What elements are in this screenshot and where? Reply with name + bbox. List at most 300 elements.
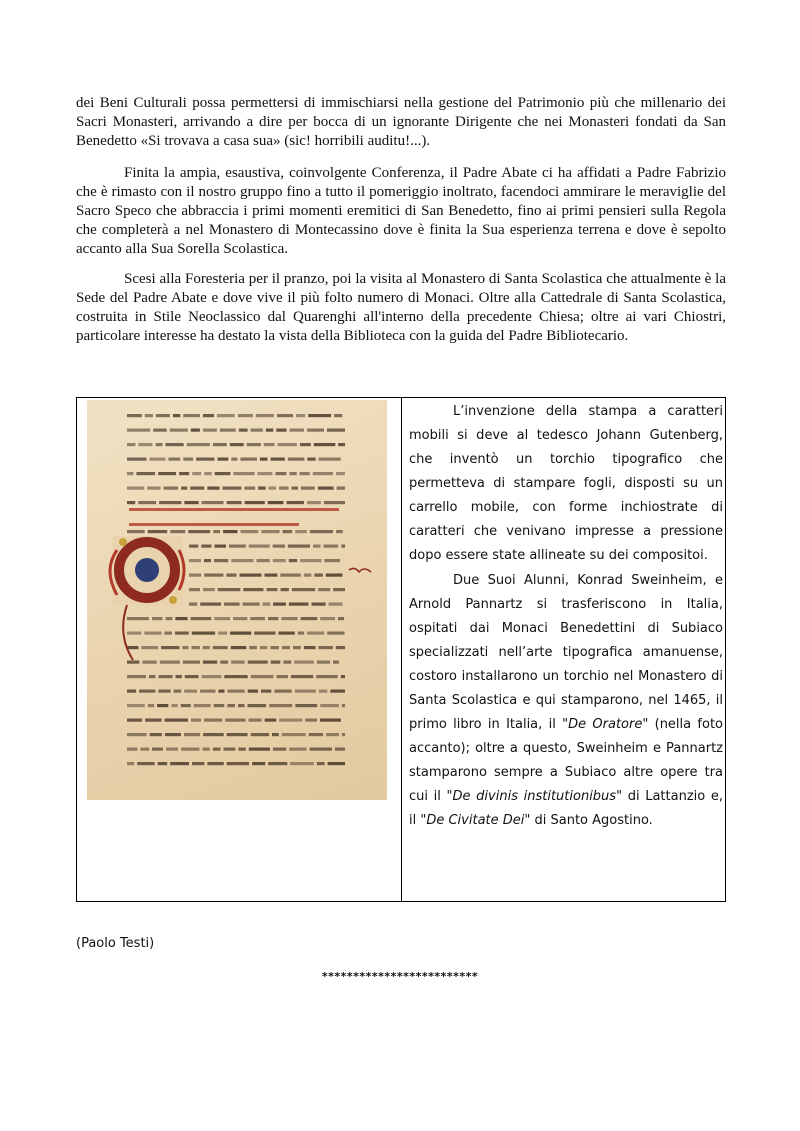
manuscript-text-stroke [320, 704, 339, 707]
manuscript-text-stroke [300, 472, 310, 475]
manuscript-text-stroke [207, 487, 219, 490]
manuscript-text-stroke [296, 414, 305, 417]
manuscript-text-stroke [338, 617, 344, 620]
manuscript-text-stroke [202, 501, 224, 504]
manuscript-text-stroke [249, 545, 270, 548]
manuscript-text-stroke [319, 690, 327, 693]
manuscript-text-stroke [279, 487, 288, 490]
manuscript-text-stroke [161, 646, 179, 649]
manuscript-text-stroke [203, 646, 210, 649]
manuscript-text-stroke [181, 748, 199, 751]
manuscript-text-stroke [244, 487, 255, 490]
manuscript-text-stroke [275, 472, 286, 475]
manuscript-text-stroke [341, 675, 345, 678]
manuscript-text-stroke [127, 487, 144, 490]
manuscript-text-stroke [184, 733, 200, 736]
manuscript-text-stroke [243, 588, 263, 591]
manuscript-text-stroke [218, 690, 224, 693]
manuscript-text-stroke [165, 719, 188, 722]
manuscript-text-stroke [287, 501, 304, 504]
manuscript-text-stroke [139, 690, 155, 693]
column-divider [401, 398, 402, 901]
manuscript-text-stroke [294, 661, 314, 664]
manuscript-text-stroke [164, 487, 179, 490]
manuscript-text-stroke [127, 501, 135, 504]
manuscript-text-stroke [231, 458, 237, 461]
manuscript-text-stroke [243, 603, 260, 606]
manuscript-text-stroke [127, 617, 149, 620]
manuscript-text-stroke [260, 458, 268, 461]
manuscript-text-stroke [289, 748, 306, 751]
manuscript-text-stroke [224, 748, 236, 751]
manuscript-text-stroke [174, 690, 182, 693]
subiaco-paragraph [409, 569, 723, 833]
manuscript-text-stroke [248, 661, 268, 664]
manuscript-text-stroke [261, 690, 271, 693]
manuscript-text-stroke [317, 661, 330, 664]
manuscript-text-stroke [314, 443, 336, 446]
manuscript-drawing [87, 400, 387, 800]
manuscript-text-stroke [224, 603, 240, 606]
manuscript-text-stroke [166, 748, 178, 751]
manuscript-text-stroke [283, 661, 291, 664]
manuscript-text-stroke [127, 704, 145, 707]
manuscript-text-stroke [248, 690, 258, 693]
manuscript-text-stroke [147, 487, 160, 490]
manuscript-text-stroke [204, 559, 211, 562]
manuscript-text-stroke [256, 414, 274, 417]
manuscript-text-stroke [159, 675, 173, 678]
manuscript-text-stroke [170, 530, 185, 533]
manuscript-text-stroke [189, 588, 200, 591]
manuscript-text-stroke [148, 530, 168, 533]
manuscript-text-stroke [320, 617, 335, 620]
manuscript-text-stroke [309, 733, 323, 736]
manuscript-text-stroke [336, 530, 343, 533]
manuscript-text-stroke [248, 704, 267, 707]
manuscript-text-stroke [341, 545, 345, 548]
subiaco-text-2: " (nella foto accanto); oltre a questo, Sweinheim e Pannartz stamparono sempre a Subiaco altre opere tra cui il " [409, 717, 724, 804]
manuscript-text-stroke [336, 646, 345, 649]
manuscript-text-stroke [290, 429, 305, 432]
paragraph-2: Finita la ampia, esaustiva, coinvolgente Conferenza, il Padre Abate ci ha affidati a Padre Fabrizio che è rimasto con il nostro gruppo fino a tutto il pomeriggio inoltrato, facendoci ammirare le meraviglie del Sacro Speco che abbraccia i primi momenti eremitici di San Benedetto, fino ai primi pensieri sulla Regola che completerà a nel Monastero di Montecassino dove è finita la Sua esperienza terrena e dove è sepolto accanto alla Sua Sorella Scolastica. [76, 165, 726, 257]
manuscript-text-stroke [170, 429, 188, 432]
manuscript-text-stroke [233, 472, 254, 475]
manuscript-text-stroke [241, 530, 259, 533]
manuscript-text-stroke [171, 704, 177, 707]
manuscript-text-stroke [270, 646, 279, 649]
manuscript-text-stroke [189, 545, 198, 548]
manuscript-text-stroke [203, 748, 210, 751]
manuscript-text-stroke [269, 704, 292, 707]
manuscript-text-stroke [230, 632, 251, 635]
manuscript-text-stroke [252, 762, 265, 765]
manuscript-text-stroke [138, 443, 152, 446]
manuscript-text-stroke [214, 559, 228, 562]
manuscript-text-stroke [192, 472, 201, 475]
manuscript-text-stroke [191, 617, 212, 620]
manuscript-text-stroke [250, 617, 265, 620]
manuscript-text-stroke [301, 617, 318, 620]
manuscript-text-stroke [145, 414, 153, 417]
manuscript-text-stroke [127, 458, 147, 461]
manuscript-text-stroke [274, 690, 291, 693]
manuscript-text-stroke [261, 530, 279, 533]
manuscript-text-stroke [273, 545, 285, 548]
manuscript-text-stroke [300, 443, 311, 446]
manuscript-text-stroke [295, 690, 316, 693]
manuscript-text-stroke [136, 472, 155, 475]
manuscript-text-stroke [279, 632, 295, 635]
title-de-civitate: De Civitate Dei [426, 813, 525, 828]
manuscript-text-stroke [127, 690, 136, 693]
manuscript-text-stroke [213, 443, 227, 446]
manuscript-text-stroke [324, 501, 345, 504]
manuscript-text-stroke [176, 675, 182, 678]
manuscript-text-stroke [324, 545, 339, 548]
manuscript-text-stroke [191, 429, 200, 432]
manuscript-text-stroke [223, 487, 242, 490]
manuscript-text-stroke [231, 646, 247, 649]
manuscript-text-stroke [150, 458, 166, 461]
manuscript-text-stroke [127, 748, 137, 751]
manuscript-text-stroke [127, 632, 141, 635]
manuscript-text-stroke [213, 646, 228, 649]
manuscript-text-stroke [196, 458, 214, 461]
manuscript-text-stroke [159, 501, 181, 504]
manuscript-text-stroke [245, 501, 265, 504]
manuscript-text-stroke [185, 675, 199, 678]
manuscript-text-stroke [249, 719, 262, 722]
manuscript-text-stroke [260, 646, 268, 649]
manuscript-text-stroke [204, 472, 212, 475]
illuminated-initial [110, 536, 184, 660]
author-signature: (Paolo Testi) [76, 936, 155, 951]
manuscript-text-stroke [307, 632, 324, 635]
manuscript-text-stroke [233, 617, 247, 620]
manuscript-text-stroke [165, 733, 181, 736]
manuscript-text-stroke [127, 414, 142, 417]
manuscript-text-stroke [127, 719, 142, 722]
manuscript-text-stroke [220, 661, 228, 664]
manuscript-text-stroke [304, 574, 312, 577]
manuscript-text-stroke [290, 762, 314, 765]
manuscript-text-stroke [337, 487, 345, 490]
manuscript-text-stroke [317, 762, 325, 765]
manuscript-text-stroke [335, 748, 345, 751]
manuscript-text-stroke [229, 545, 246, 548]
manuscript-text-stroke [328, 762, 345, 765]
manuscript-text-stroke [329, 603, 343, 606]
manuscript-text-stroke [179, 472, 189, 475]
manuscript-text-stroke [295, 530, 307, 533]
manuscript-text-stroke [183, 458, 193, 461]
manuscript-text-stroke [153, 429, 167, 432]
manuscript-text-stroke [268, 501, 284, 504]
manuscript-text-stroke [271, 661, 281, 664]
manuscript-text-stroke [228, 690, 245, 693]
manuscript-text-stroke [160, 661, 180, 664]
manuscript-text-stroke [251, 675, 274, 678]
manuscript-text-stroke [298, 632, 304, 635]
manuscript-text-stroke [263, 603, 271, 606]
manuscript-text-stroke [273, 748, 286, 751]
manuscript-text-stroke [203, 661, 217, 664]
manuscript-text-stroke [307, 501, 321, 504]
manuscript-text-stroke [203, 414, 214, 417]
paragraph-1: dei Beni Culturali possa permettersi di immischiarsi nella gestione del Patrimonio più che millenario dei Sacri Monasteri, arrivando a dire per bocca di un ignorante Dirigente che nei Monasteri fondati da San Benedetto «Si trovava a casa sua» (sic! horribili auditu!...). [76, 95, 726, 149]
manuscript-text-stroke [165, 443, 183, 446]
manuscript-text-stroke [282, 733, 306, 736]
manuscript-text-stroke [204, 574, 223, 577]
manuscript-text-stroke [273, 559, 286, 562]
manuscript-text-stroke [305, 719, 317, 722]
manuscript-text-stroke [184, 690, 197, 693]
manuscript-text-stroke [214, 617, 230, 620]
subiaco-text-1: Due Suoi Alunni, Konrad Sweinheim, e Arnold Pannartz si trasferiscono in Italia, ospitati dai Monaci Benedettini di Subiaco specializzati nell’arte tipografica amanuense, costoro installarono un torchio nel Monastero di Santa Scolastica e qui stamparono, nel 1465, il primo libro in Italia, il " [409, 573, 723, 732]
manuscript-text-stroke [324, 559, 340, 562]
manuscript-text-stroke [319, 646, 333, 649]
manuscript-text-stroke [191, 719, 201, 722]
manuscript-text-stroke [238, 414, 253, 417]
subiaco-text-4: " di Santo Agostino. [524, 813, 653, 828]
manuscript-text-stroke [200, 690, 215, 693]
manuscript-text-stroke [192, 762, 204, 765]
manuscript-text-stroke [158, 762, 168, 765]
manuscript-text-stroke [264, 443, 275, 446]
manuscript-text-stroke [318, 487, 334, 490]
manuscript-text-stroke [269, 487, 277, 490]
manuscript-text-stroke [181, 704, 191, 707]
manuscript-text-stroke [258, 487, 265, 490]
title-de-oratore: De Oratore [568, 717, 643, 732]
manuscript-text-stroke [313, 545, 321, 548]
manuscript-text-stroke [239, 429, 248, 432]
manuscript-text-stroke [170, 762, 189, 765]
manuscript-text-stroke [145, 719, 162, 722]
manuscript-text-stroke [127, 661, 139, 664]
manuscript-text-stroke [231, 661, 245, 664]
manuscript-text-stroke [267, 588, 278, 591]
manuscript-text-stroke [192, 632, 215, 635]
manuscript-text-stroke [181, 487, 187, 490]
manuscript-text-stroke [152, 748, 163, 751]
manuscript-text-stroke [271, 458, 285, 461]
manuscript-text-stroke [240, 574, 262, 577]
manuscript-text-stroke [326, 574, 343, 577]
manuscript-text-stroke [189, 559, 201, 562]
manuscript-text-stroke [278, 443, 297, 446]
manuscript-text-stroke [203, 429, 217, 432]
manuscript-text-stroke [265, 574, 278, 577]
manuscript-text-stroke [225, 719, 245, 722]
manuscript-text-stroke [220, 429, 236, 432]
manuscript-text-stroke [166, 617, 173, 620]
manuscript-text-stroke [227, 501, 242, 504]
manuscript-text-stroke [127, 429, 150, 432]
manuscript-text-stroke [258, 472, 273, 475]
manuscript-text-stroke [189, 574, 201, 577]
manuscript-text-stroke [230, 443, 244, 446]
manuscript-text-stroke [127, 733, 147, 736]
manuscript-text-stroke [277, 414, 293, 417]
manuscript-text-stroke [127, 646, 138, 649]
manuscript-text-stroke [150, 733, 162, 736]
manuscript-text-stroke [227, 733, 248, 736]
manuscript-text-stroke [272, 733, 279, 736]
manuscript-text-stroke [137, 762, 155, 765]
manuscript-text-stroke [249, 646, 257, 649]
manuscript-text-stroke [158, 690, 170, 693]
manuscript-text-stroke [336, 472, 345, 475]
manuscript-text-stroke [308, 414, 331, 417]
manuscript-text-stroke [288, 458, 305, 461]
manuscript-text-stroke [327, 429, 345, 432]
manuscript-text-stroke [268, 617, 278, 620]
manuscript-text-stroke [280, 574, 300, 577]
manuscript-text-stroke [283, 530, 293, 533]
manuscript-text-stroke [127, 530, 145, 533]
manuscript-text-stroke [215, 545, 227, 548]
manuscript-text-stroke [194, 704, 211, 707]
manuscript-text-stroke [326, 733, 339, 736]
title-de-divinis: De divinis institutionibus [452, 789, 617, 804]
manuscript-text-stroke [224, 675, 247, 678]
manuscript-text-stroke [330, 690, 345, 693]
manuscript-text-stroke [312, 603, 326, 606]
manuscript-text-stroke [187, 443, 210, 446]
manuscript-text-stroke [156, 414, 170, 417]
manuscript-text-stroke [338, 443, 345, 446]
manuscript-page-image [87, 400, 387, 800]
manuscript-text-stroke [148, 704, 154, 707]
manuscript-text-stroke [307, 429, 324, 432]
manuscript-text-stroke [149, 675, 156, 678]
manuscript-text-stroke [142, 661, 156, 664]
manuscript-text-stroke [218, 588, 241, 591]
manuscript-text-stroke [127, 762, 134, 765]
manuscript-text-stroke [231, 559, 253, 562]
manuscript-text-stroke [249, 748, 270, 751]
manuscript-text-stroke [158, 472, 176, 475]
manuscript-text-stroke [215, 472, 231, 475]
gutenberg-paragraph: L’invenzione della stampa a caratteri mobili si deve al tedesco Johann Gutenberg, che inventò un torchio tipografico che permetteva di stampare fogli, disposti su un carrello mobile, con forme inchiostrate di caratteri che venivano impresse a pressione dopo essere state allineate su dei compositoi. [409, 404, 723, 563]
manuscript-text-stroke [152, 617, 163, 620]
manuscript-text-stroke [238, 704, 245, 707]
manuscript-text-stroke [168, 458, 180, 461]
manuscript-text-stroke [217, 414, 235, 417]
paragraph-3: Scesi alla Foresteria per il pranzo, poi la visita al Monastero di Santa Scolastica che attualmente è la Sede del Padre Abate e dove vive il più folto numero di Monaci. Oltre alla Cattedrale di Santa Scolastica, costruita in Stile Neoclassico dal Quarenghi all'interno della precedente Chiesa; oltre ai vari Chiostri, particolare interesse ha destato la vista della Biblioteca con la guida del Padre Bibliotecario. [76, 271, 726, 344]
manuscript-text-stroke [223, 530, 237, 533]
manuscript-text-stroke [282, 646, 290, 649]
manuscript-text-stroke [292, 588, 315, 591]
manuscript-text-stroke [342, 704, 345, 707]
manuscript-text-stroke [192, 646, 200, 649]
manuscript-text-stroke [288, 545, 310, 548]
manuscript-text-stroke [268, 762, 287, 765]
manuscript-text-stroke [313, 472, 333, 475]
manuscript-text-stroke [327, 632, 344, 635]
manuscript-text-stroke [276, 429, 286, 432]
manuscript-text-stroke [173, 414, 180, 417]
manuscript-text-stroke [183, 414, 200, 417]
manuscript-text-stroke [201, 545, 211, 548]
manuscript-text-stroke [227, 704, 235, 707]
manuscript-text-stroke [342, 733, 345, 736]
manuscript-text-stroke [316, 675, 338, 678]
manuscript-text-stroke [164, 632, 172, 635]
manuscript-text-stroke [314, 574, 322, 577]
manuscript-text-stroke [218, 458, 229, 461]
manuscript-text-stroke [127, 443, 135, 446]
manuscript-text-stroke [138, 501, 156, 504]
manuscript-text-stroke [273, 603, 286, 606]
manuscript-text-stroke [319, 458, 341, 461]
manuscript-text-stroke [281, 617, 297, 620]
manuscript-text-stroke [293, 646, 301, 649]
manuscript-text-stroke [333, 588, 345, 591]
manuscript-text-stroke [301, 487, 315, 490]
manuscript-text-stroke [257, 559, 270, 562]
manuscript-text-stroke [310, 530, 333, 533]
manuscript-text-stroke [254, 632, 275, 635]
manuscript-text-stroke [175, 617, 187, 620]
subiaco-text-3: " di Lattanzio e, il " [409, 789, 724, 828]
manuscript-text-stroke [127, 675, 146, 678]
manuscript-text-stroke [156, 443, 163, 446]
manuscript-text-stroke [188, 530, 210, 533]
manuscript-text-stroke [334, 414, 342, 417]
manuscript-text-stroke [218, 632, 227, 635]
manuscript-text-stroke [304, 646, 316, 649]
illustrated-text-box [76, 397, 726, 902]
manuscript-text-stroke [266, 429, 273, 432]
manuscript-text-stroke [182, 646, 188, 649]
manuscript-text-stroke [227, 762, 249, 765]
manuscript-text-stroke [214, 704, 225, 707]
manuscript-text-stroke [279, 719, 302, 722]
manuscript-text-stroke [175, 632, 189, 635]
manuscript-text-stroke [318, 588, 330, 591]
manuscript-text-stroke [247, 443, 261, 446]
manuscript-text-stroke [291, 675, 313, 678]
manuscript-text-stroke [203, 588, 215, 591]
manuscript-text-stroke [290, 472, 297, 475]
manuscript-text-stroke [251, 733, 269, 736]
manuscript-text-stroke [300, 559, 321, 562]
manuscript-text-stroke [141, 646, 158, 649]
manuscript-text-stroke [289, 559, 297, 562]
manuscript-text-stroke [204, 719, 222, 722]
manuscript-text-stroke [184, 501, 198, 504]
manuscript-text-stroke [213, 530, 220, 533]
manuscript-text-stroke [157, 704, 168, 707]
manuscript-text-stroke [226, 574, 236, 577]
manuscript-text-stroke [200, 603, 221, 606]
manuscript-text-stroke [277, 675, 288, 678]
manuscript-text-stroke [307, 458, 315, 461]
manuscript-text-stroke [310, 748, 332, 751]
manuscript-text-stroke [183, 661, 200, 664]
manuscript-text-stroke [289, 603, 309, 606]
manuscript-text-stroke [140, 748, 149, 751]
manuscript-text-stroke [333, 661, 339, 664]
manuscript-text-stroke [238, 748, 245, 751]
manuscript-text-stroke [127, 472, 133, 475]
manuscript-text-stroke [202, 675, 222, 678]
manuscript-text-stroke [240, 458, 257, 461]
manuscript-text-stroke [213, 748, 221, 751]
